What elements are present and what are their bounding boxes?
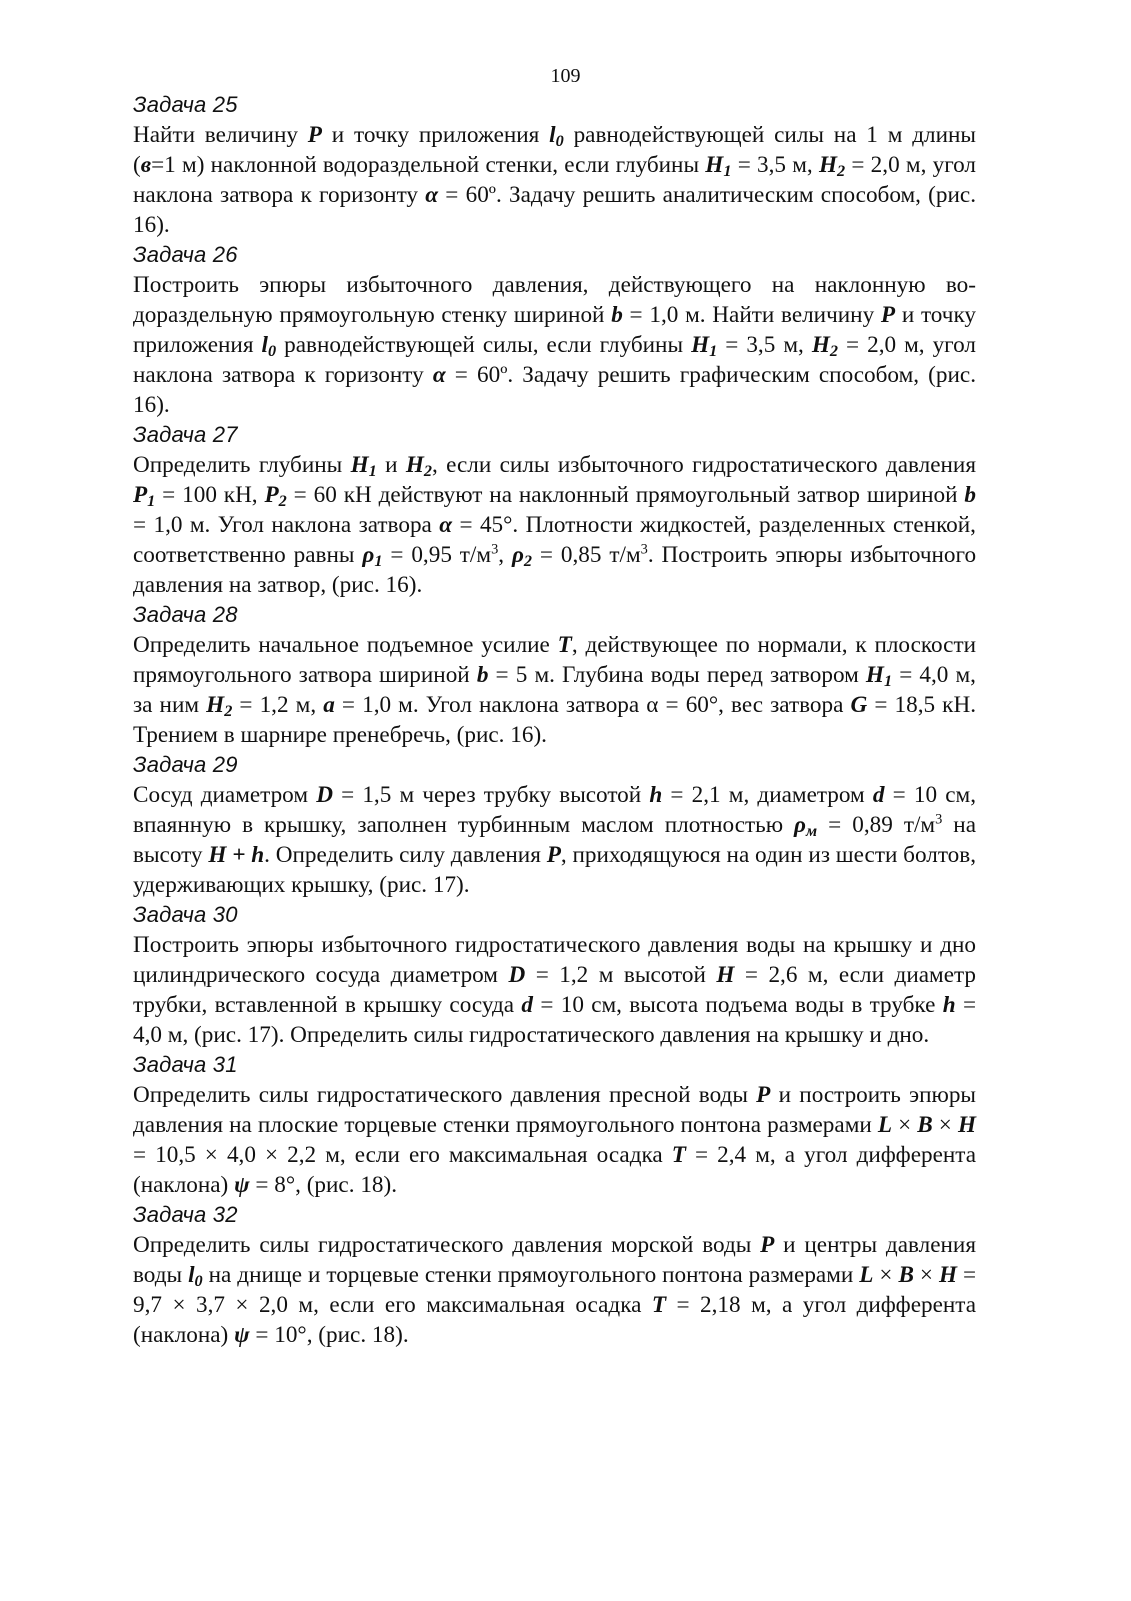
variable-subscript: 1 bbox=[147, 492, 156, 511]
variable-symbol: d bbox=[872, 782, 885, 808]
text-run: Найти величину bbox=[133, 122, 308, 148]
variable-subscript: 1 bbox=[368, 462, 377, 481]
text-run: Определить начальное подъемное усилие bbox=[133, 632, 558, 658]
task-text bbox=[133, 1080, 976, 1200]
text-run: = 0,95 т/м bbox=[382, 542, 492, 568]
task-block bbox=[133, 1200, 976, 1350]
variable-symbol: T bbox=[557, 632, 572, 658]
text-run: = 2,0 м, угол наклона затвора к горизонту bbox=[133, 332, 976, 388]
variable-symbol: P bbox=[264, 482, 279, 508]
variable-subscript: 2 bbox=[423, 462, 433, 481]
text-run: = 10°, (рис. 18). bbox=[249, 1322, 409, 1348]
text-run: = 10,5 × 4,0 × 2,2 м, если его максимальная осадка bbox=[133, 1142, 672, 1168]
text-run: = 8°, (рис. 18). bbox=[249, 1172, 398, 1198]
text-run: × bbox=[873, 1262, 899, 1288]
variable-symbol: ψ bbox=[234, 1322, 250, 1348]
text-run: равнодействующей силы на 1 м длины ( bbox=[133, 122, 976, 178]
task-text bbox=[133, 1230, 976, 1350]
variable-symbol: B bbox=[917, 1112, 933, 1138]
text-run: = 2,0 м, угол наклона затвора к горизонту bbox=[133, 152, 976, 208]
task-text bbox=[133, 930, 976, 1050]
text-run: Сосуд диаметром bbox=[133, 782, 317, 808]
variable-symbol: в bbox=[140, 152, 152, 178]
text-run: = 60 кН действуют на наклонный прямоугольный затвор шириной bbox=[286, 482, 965, 508]
variable-subscript: 1 bbox=[374, 552, 383, 571]
task-heading: Задача 28 bbox=[133, 602, 238, 627]
variable-symbol: T bbox=[671, 1142, 686, 1168]
variable-subscript: 0 bbox=[267, 342, 277, 361]
text-run: = 2,1 м, диаметром bbox=[662, 782, 873, 808]
text-run: = 0,85 т/м bbox=[532, 542, 641, 568]
variable-symbol: P bbox=[133, 482, 148, 508]
variable-symbol: H bbox=[691, 332, 710, 358]
text-run: . Построить эпюры избыточного давления на затвор, (рис. 16). bbox=[133, 542, 977, 598]
task-heading: Задача 27 bbox=[133, 422, 238, 447]
variable-symbol: L bbox=[859, 1262, 874, 1288]
variable-symbol: h bbox=[649, 782, 663, 808]
text-run: = 60º. Задачу решить графическим способом, (рис. 16). bbox=[133, 362, 976, 418]
variable-symbol: l bbox=[549, 122, 556, 148]
variable-symbol: H bbox=[206, 692, 225, 718]
text-run: = 1,2 м высотой bbox=[525, 962, 717, 988]
variable-symbol: α bbox=[425, 182, 439, 208]
variable-symbol: G bbox=[850, 692, 868, 718]
variable-symbol: T bbox=[651, 1292, 667, 1318]
text-run: = 45°. Плотности жидкостей, разделенных стенкой, соответственно равны bbox=[133, 512, 976, 568]
text-run: = 2,4 м, а угол дифферента (наклона) bbox=[133, 1142, 976, 1198]
variable-symbol: b bbox=[964, 482, 976, 508]
variable-symbol: b bbox=[611, 302, 623, 328]
text-run: на высоту bbox=[133, 812, 977, 868]
variable-symbol: l bbox=[188, 1262, 195, 1288]
text-run: , если силы избыточного гидростатического давления bbox=[432, 452, 976, 478]
text-run: на днище и торцевые стенки прямоугольного понтона размерами bbox=[202, 1262, 860, 1288]
text-run: = 5 м. Глубина воды перед затвором bbox=[488, 662, 866, 688]
unit-superscript: 3 bbox=[491, 541, 499, 558]
variable-symbol: H bbox=[818, 152, 837, 178]
text-run: = 60º. Задачу решить аналитическим способом, (рис. 16). bbox=[133, 182, 977, 238]
variable-symbol: ρ bbox=[511, 542, 524, 568]
variable-symbol: H bbox=[350, 452, 369, 478]
task-text bbox=[133, 450, 976, 600]
text-run: и центры давления воды bbox=[133, 1232, 976, 1288]
variable-symbol: H bbox=[811, 332, 830, 358]
variable-subscript: м bbox=[806, 822, 818, 841]
text-run: = 1,0 м. Угол наклона затвора bbox=[133, 512, 440, 538]
variable-symbol: a bbox=[323, 692, 335, 718]
variable-symbol: α bbox=[432, 362, 446, 388]
task-block bbox=[133, 240, 976, 420]
variable-symbol: H bbox=[405, 452, 424, 478]
task-block bbox=[133, 1050, 976, 1200]
text-run: = 0,89 т/м bbox=[817, 812, 936, 838]
text-run: × bbox=[913, 1262, 939, 1288]
task-block bbox=[133, 750, 976, 900]
variable-symbol: ρ bbox=[362, 542, 375, 568]
variable-symbol: α bbox=[439, 512, 453, 538]
variable-symbol: L bbox=[877, 1112, 893, 1138]
text-run: Построить эпюры избыточного давления, действующего на наклонную водораздельную прямоугольную стенку шириной bbox=[133, 272, 976, 328]
variable-symbol: H + h bbox=[208, 842, 265, 868]
task-heading: Задача 26 bbox=[133, 242, 238, 267]
task-block bbox=[133, 420, 976, 600]
variable-symbol: H bbox=[716, 962, 735, 988]
task-block bbox=[133, 90, 976, 240]
text-run: , приходящуюся на один из шести болтов, удерживающих крышку, (рис. 17). bbox=[133, 842, 976, 898]
task-heading: Задача 32 bbox=[133, 1202, 238, 1227]
text-run: , действующее по нормали, к плоскости прямоугольного затвора шириной bbox=[133, 632, 976, 688]
variable-symbol: D bbox=[316, 782, 333, 808]
text-run: Определить силы гидростатического давления морской воды bbox=[133, 1232, 761, 1258]
text-run: = 10 см, впаянную в крышку, заполнен турбинным маслом плотностью bbox=[133, 782, 976, 838]
page-number: 109 bbox=[550, 65, 581, 87]
task-heading: Задача 25 bbox=[133, 92, 238, 117]
text-run: = 100 кН, bbox=[155, 482, 265, 508]
variable-symbol: P bbox=[760, 1232, 775, 1258]
variable-subscript: 2 bbox=[224, 702, 233, 721]
text-run: =1 м) наклонной водораздельной стенки, если глубины bbox=[151, 152, 706, 178]
variable-symbol: b bbox=[476, 662, 489, 688]
task-heading: Задача 29 bbox=[133, 752, 238, 777]
variable-symbol: ψ bbox=[234, 1172, 250, 1198]
task-block bbox=[133, 600, 976, 750]
text-run: равнодействующей силы, если глубины bbox=[276, 332, 692, 358]
task-text bbox=[133, 630, 976, 750]
text-run: , bbox=[498, 542, 512, 568]
text-run: = 2,6 м, если диаметр трубки, вставленной в крышку сосуда bbox=[133, 962, 976, 1018]
task-text bbox=[133, 270, 976, 420]
variable-symbol: D bbox=[508, 962, 526, 988]
variable-subscript: 0 bbox=[194, 1272, 203, 1291]
task-heading: Задача 30 bbox=[133, 902, 238, 927]
variable-symbol: P bbox=[880, 302, 896, 328]
variable-symbol: H bbox=[705, 152, 724, 178]
text-run: = 2,18 м, а угол дифферента (наклона) bbox=[133, 1292, 977, 1348]
text-run: = 3,5 м, bbox=[717, 332, 812, 358]
page-content bbox=[133, 90, 976, 1350]
variable-subscript: 2 bbox=[523, 552, 533, 571]
variable-symbol: P bbox=[756, 1082, 771, 1108]
task-text bbox=[133, 780, 976, 900]
task-text bbox=[133, 120, 976, 240]
text-run: = 1,0 м. Найти величину bbox=[622, 302, 881, 328]
variable-symbol: P bbox=[546, 842, 561, 868]
text-run: и точку приложения bbox=[321, 122, 550, 148]
text-run: = 3,5 м, bbox=[731, 152, 819, 178]
text-run: = 4,0 м, за ним bbox=[133, 662, 976, 718]
variable-subscript: 2 bbox=[837, 162, 846, 181]
variable-subscript: 2 bbox=[829, 342, 838, 361]
text-run: Построить эпюры избыточного гидростатического давления воды на крышку и дно цилиндрического сосуда диаметром bbox=[133, 932, 976, 988]
text-run: и точку приложения bbox=[133, 302, 976, 358]
variable-subscript: 2 bbox=[278, 492, 287, 511]
unit-superscript: 3 bbox=[935, 811, 943, 828]
text-run: = 18,5 кН. Трением в шарнире пренебречь, (рис. 16). bbox=[133, 692, 976, 748]
task-heading: Задача 31 bbox=[133, 1052, 238, 1077]
variable-symbol: l bbox=[261, 332, 268, 358]
unit-superscript: 3 bbox=[640, 541, 648, 558]
variable-symbol: h bbox=[942, 992, 956, 1018]
variable-subscript: 1 bbox=[709, 342, 718, 361]
text-run: и bbox=[376, 452, 406, 478]
text-run: = 10 см, высота подъема воды в трубке bbox=[533, 992, 943, 1018]
text-run: Определить глубины bbox=[133, 452, 351, 478]
variable-subscript: 1 bbox=[723, 162, 732, 181]
text-run: = 1,5 м через трубку высотой bbox=[332, 782, 650, 808]
variable-symbol: ρ bbox=[794, 812, 806, 838]
text-run: . Определить силу давления bbox=[264, 842, 547, 868]
variable-subscript: 1 bbox=[883, 672, 893, 691]
text-run: × bbox=[892, 1112, 918, 1138]
variable-subscript: 0 bbox=[555, 132, 564, 151]
text-run: и построить эпюры давления на плоские торцевые стенки прямоугольного понтона размерами bbox=[133, 1082, 977, 1138]
variable-symbol: H bbox=[865, 662, 884, 688]
variable-symbol: P bbox=[307, 122, 322, 148]
variable-symbol: d bbox=[521, 992, 534, 1018]
text-run: × bbox=[932, 1112, 958, 1138]
variable-symbol: H bbox=[938, 1262, 957, 1288]
variable-symbol: B bbox=[898, 1262, 914, 1288]
task-block bbox=[133, 900, 976, 1050]
text-run: = 1,2 м, bbox=[232, 692, 324, 718]
text-run: = 4,0 м, (рис. 17). Определить силы гидростатического давления на крышку и дно. bbox=[133, 992, 977, 1048]
variable-symbol: H bbox=[957, 1112, 977, 1138]
text-run: Определить силы гидростатического давления пресной воды bbox=[133, 1082, 757, 1108]
text-run: = 9,7 × 3,7 × 2,0 м, если его максимальная осадка bbox=[133, 1262, 977, 1318]
text-run: = 1,0 м. Угол наклона затвора α = 60°, вес затвора bbox=[334, 692, 851, 718]
